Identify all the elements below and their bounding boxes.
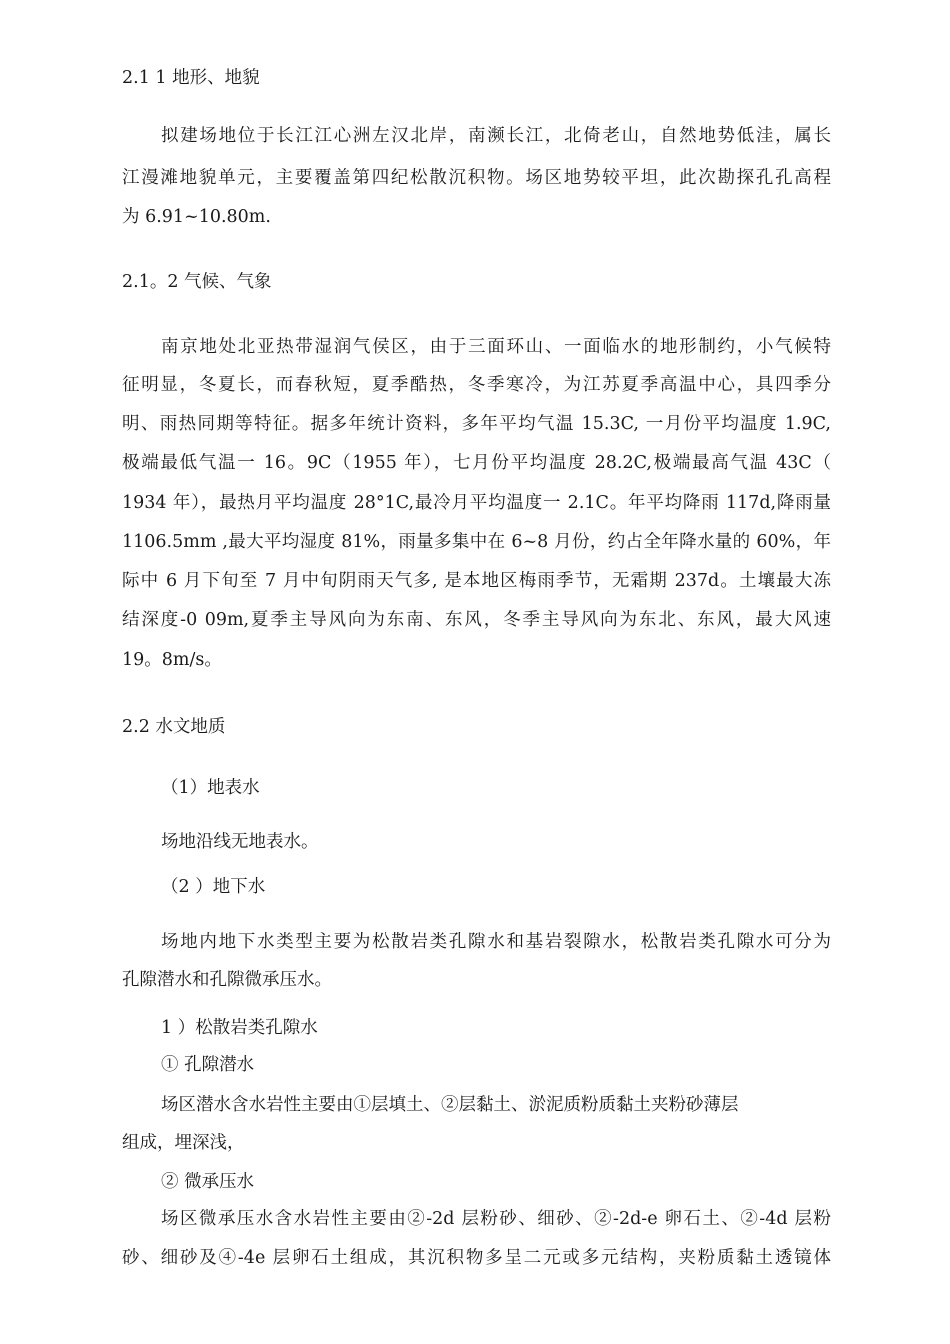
subheading-groundwater: （2 ）地下水 (161, 877, 266, 897)
paragraph-line: 场区潜水含水岩性主要由①层填土、②层黏土、淤泥质粉质黏土夹粉砂薄层 (161, 1095, 739, 1115)
paragraph-line: 征明显，冬夏长，而春秋短，夏季酷热，冬季寒冷，为江苏夏季高温中心，具四季分 (122, 375, 831, 395)
paragraph-line: 1106.5mm ,最大平均湿度 81%，雨量多集中在 6~8 月份，约占全年降水量的 60%，年 (122, 532, 831, 552)
subheading-confined-water: ② 微承压水 (161, 1172, 255, 1192)
paragraph-line: 1934 年），最热月平均温度 28°1C,最冷月平均温度一 2.1C。年平均降雨 117d,降雨量 (122, 493, 831, 513)
heading-landform: 2.1 1 地形、地貌 (122, 68, 260, 88)
paragraph-line: 砂、细砂及④-4e 层卵石土组成，其沉积物多呈二元或多元结构，夹粉质黏土透镜体 (122, 1248, 831, 1268)
paragraph-line: 明、雨热同期等特征。据多年统计资料，多年平均气温 15.3C, 一月份平均温度 1.9C, (122, 414, 831, 434)
paragraph-line: 19。8m/s。 (122, 650, 222, 670)
paragraph-line: 场地内地下水类型主要为松散岩类孔隙水和基岩裂隙水，松散岩类孔隙水可分为 (161, 932, 831, 952)
subheading-surface-water: （1）地表水 (161, 778, 260, 798)
paragraph-line: 孔隙潜水和孔隙微承压水。 (122, 970, 332, 990)
paragraph-line: 组成，埋深浅， (122, 1133, 245, 1153)
paragraph-line: 极端最低气温一 16。9C（1955 年），七月份平均温度 28.2C,极端最高气温 43C（ (122, 453, 831, 473)
paragraph-line: 结深度-0 09m,夏季主导风向为东南、东风，冬季主导风向为东北、东风，最大风速 (122, 610, 831, 630)
heading-hydrogeology: 2.2 水文地质 (122, 717, 226, 737)
paragraph-line: 场区微承压水含水岩性主要由②-2d 层粉砂、细砂、②-2d-e 卵石土、②-4d 层粉 (161, 1209, 831, 1229)
paragraph-line: 为 6.91~10.80m. (122, 207, 271, 227)
paragraph-line: 江漫滩地貌单元，主要覆盖第四纪松散沉积物。场区地势较平坦，此次勘探孔孔高程 (122, 168, 831, 188)
heading-climate: 2.1。2 气候、气象 (122, 272, 272, 292)
paragraph-line: 南京地处北亚热带湿润气侯区，由于三面环山、一面临水的地形制约，小气候特 (161, 337, 831, 357)
paragraph-line: 场地沿线无地表水。 (161, 832, 319, 852)
subheading-phreatic-water: ① 孔隙潜水 (161, 1055, 255, 1075)
paragraph-line: 拟建场地位于长江江心洲左汉北岸，南濒长江，北倚老山，自然地势低洼，属长 (161, 126, 831, 146)
paragraph-line: 际中 6 月下旬至 7 月中旬阴雨天气多, 是本地区梅雨季节，无霜期 237d。土壤最大冻 (122, 571, 831, 591)
subheading-pore-water: 1 ）松散岩类孔隙水 (161, 1018, 318, 1038)
